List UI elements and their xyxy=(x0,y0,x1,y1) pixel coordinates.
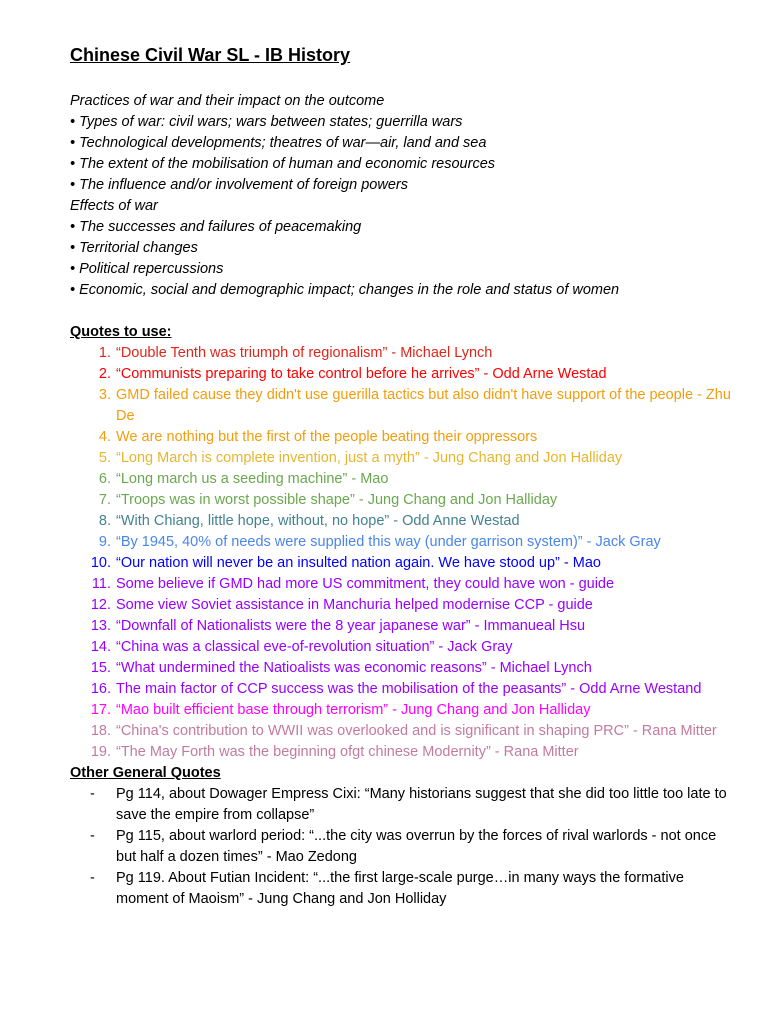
quote-text: “China's contribution to WWII was overlooked and is significant in shaping PRC” - Rana Mitter xyxy=(116,723,717,739)
quote-number xyxy=(70,511,116,532)
quote-text: “Mao built efficient base through terrorism” - Jung Chang and Jon Halliday xyxy=(116,702,591,718)
dash-bullet: - xyxy=(90,828,95,844)
quote-number xyxy=(70,343,116,364)
practices-item: • The influence and/or involvement of foreign powers xyxy=(70,177,408,193)
practices-item: • Technological developments; theatres of war—air, land and sea xyxy=(70,135,487,151)
quote-item xyxy=(70,511,740,532)
quote-text: The main factor of CCP success was the mobilisation of the peasants” - Odd Arne Westand xyxy=(116,681,702,697)
quote-number-label: 2. xyxy=(98,366,111,382)
quote-number xyxy=(70,469,116,490)
quote-item xyxy=(70,427,740,448)
document-page xyxy=(70,42,740,910)
quote-number-label: 19. xyxy=(90,744,111,760)
quote-text: “By 1945, 40% of needs were supplied this way (under garrison system)” - Jack Gray xyxy=(116,534,661,550)
practices-item: • Types of war: civil wars; wars between states; guerrilla wars xyxy=(70,114,463,130)
quote-number xyxy=(70,679,116,700)
quote-number xyxy=(70,385,116,406)
quote-item xyxy=(70,679,740,700)
general-quote-item xyxy=(70,784,740,826)
quote-number-label: 11. xyxy=(91,576,111,592)
effects-item: • Political repercussions xyxy=(70,261,224,277)
quote-item xyxy=(70,616,740,637)
quote-number xyxy=(70,448,116,469)
quote-number-label: 18. xyxy=(90,723,111,739)
general-quotes-heading: Other General Quotes xyxy=(70,765,221,781)
quote-text: “Long march us a seeding machine” - Mao xyxy=(116,471,389,487)
general-quote-text: Pg 114, about Dowager Empress Cixi: “Many historians suggest that she did too little too late to save the empire from collapse” xyxy=(116,786,727,823)
quote-number-label: 10. xyxy=(90,555,111,571)
quotes-heading: Quotes to use: xyxy=(70,324,172,340)
quote-number-label: 8. xyxy=(98,513,111,529)
quote-number-label: 14. xyxy=(90,639,111,655)
dash-bullet: - xyxy=(90,786,95,802)
general-quote-text: Pg 115, about warlord period: “...the city was overrun by the forces of rival warlords - not once but half a dozen times” - Mao Zedong xyxy=(116,828,717,865)
blank-line xyxy=(70,301,740,322)
quote-text: We are nothing but the first of the people beating their oppressors xyxy=(116,429,538,445)
quote-item xyxy=(70,490,740,511)
quote-text: “Communists preparing to take control before he arrives” - Odd Arne Westad xyxy=(116,366,607,382)
quote-text: “Troops was in worst possible shape” - Jung Chang and Jon Halliday xyxy=(116,492,558,508)
quote-item xyxy=(70,343,740,364)
quote-number-label: 9. xyxy=(98,534,111,550)
quote-item xyxy=(70,448,740,469)
effects-item: • Territorial changes xyxy=(70,240,198,256)
practices-item: • The extent of the mobilisation of human and economic resources xyxy=(70,156,496,172)
quote-text: “Long March is complete invention, just a myth” - Jung Chang and Jon Halliday xyxy=(116,450,623,466)
effects-item: • Economic, social and demographic impact; changes in the role and status of women xyxy=(70,282,620,298)
quote-number-label: 17. xyxy=(90,702,111,718)
general-quote-text: Pg 119. About Futian Incident: “...the first large-scale purge…in many ways the formative moment of Maoism” - Jung Chang and Jon Holliday xyxy=(116,870,684,907)
quote-number-label: 7. xyxy=(98,492,111,508)
quote-number-label: 1. xyxy=(98,345,111,361)
quote-number-label: 12. xyxy=(90,597,111,613)
quote-number xyxy=(70,553,116,574)
quote-number xyxy=(70,616,116,637)
quote-text: GMD failed cause they didn't use guerilla tactics but also didn't have support of the people - Zhu De xyxy=(116,387,731,424)
practices-heading: Practices of war and their impact on the outcome xyxy=(70,93,385,109)
quote-number xyxy=(70,700,116,721)
quote-item xyxy=(70,700,740,721)
quote-text: Some view Soviet assistance in Manchuria helped modernise CCP - guide xyxy=(116,597,593,613)
dash-bullet: - xyxy=(90,870,95,886)
quote-number xyxy=(70,742,116,763)
quote-item xyxy=(70,574,740,595)
quote-text: “China was a classical eve-of-revolution situation” - Jack Gray xyxy=(116,639,513,655)
quote-item xyxy=(70,364,740,385)
quote-item xyxy=(70,553,740,574)
quote-item xyxy=(70,742,740,763)
quote-item xyxy=(70,595,740,616)
quote-number xyxy=(70,364,116,385)
quote-number xyxy=(70,595,116,616)
quote-number-label: 6. xyxy=(98,471,111,487)
quote-number xyxy=(70,658,116,679)
effects-heading: Effects of war xyxy=(70,198,158,214)
quote-number-label: 15. xyxy=(90,660,111,676)
quote-number xyxy=(70,574,116,595)
quote-text: “What undermined the Natioalists was economic reasons” - Michael Lynch xyxy=(116,660,592,676)
quote-text: “Our nation will never be an insulted nation again. We have stood up” - Mao xyxy=(116,555,601,571)
general-quote-item xyxy=(70,868,740,910)
quote-number xyxy=(70,490,116,511)
quote-number xyxy=(70,637,116,658)
quote-item xyxy=(70,721,740,742)
quote-number-label: 5. xyxy=(98,450,111,466)
quote-item xyxy=(70,658,740,679)
quote-number-label: 4. xyxy=(98,429,111,445)
quote-text: “The May Forth was the beginning ofgt chinese Modernity” - Rana Mitter xyxy=(116,744,579,760)
quotes-list xyxy=(70,343,740,763)
quote-item xyxy=(70,385,740,427)
effects-item: • The successes and failures of peacemaking xyxy=(70,219,362,235)
quote-item xyxy=(70,469,740,490)
quote-number-label: 16. xyxy=(90,681,111,697)
quote-number xyxy=(70,427,116,448)
general-quotes-list xyxy=(70,784,740,910)
general-quote-item xyxy=(70,826,740,868)
quote-number-label: 13. xyxy=(90,618,111,634)
quote-text: “Double Tenth was triumph of regionalism” - Michael Lynch xyxy=(116,345,493,361)
quote-number xyxy=(70,532,116,553)
quote-text: “Downfall of Nationalists were the 8 year japanese war” - Immanueal Hsu xyxy=(116,618,586,634)
quote-number xyxy=(70,721,116,742)
quote-text: “With Chiang, little hope, without, no hope” - Odd Anne Westad xyxy=(116,513,520,529)
quote-item xyxy=(70,532,740,553)
quote-text: Some believe if GMD had more US commitment, they could have won - guide xyxy=(116,576,615,592)
document-title: Chinese Civil War SL - IB History xyxy=(70,45,351,65)
quote-number-label: 3. xyxy=(98,387,111,403)
quote-item xyxy=(70,637,740,658)
